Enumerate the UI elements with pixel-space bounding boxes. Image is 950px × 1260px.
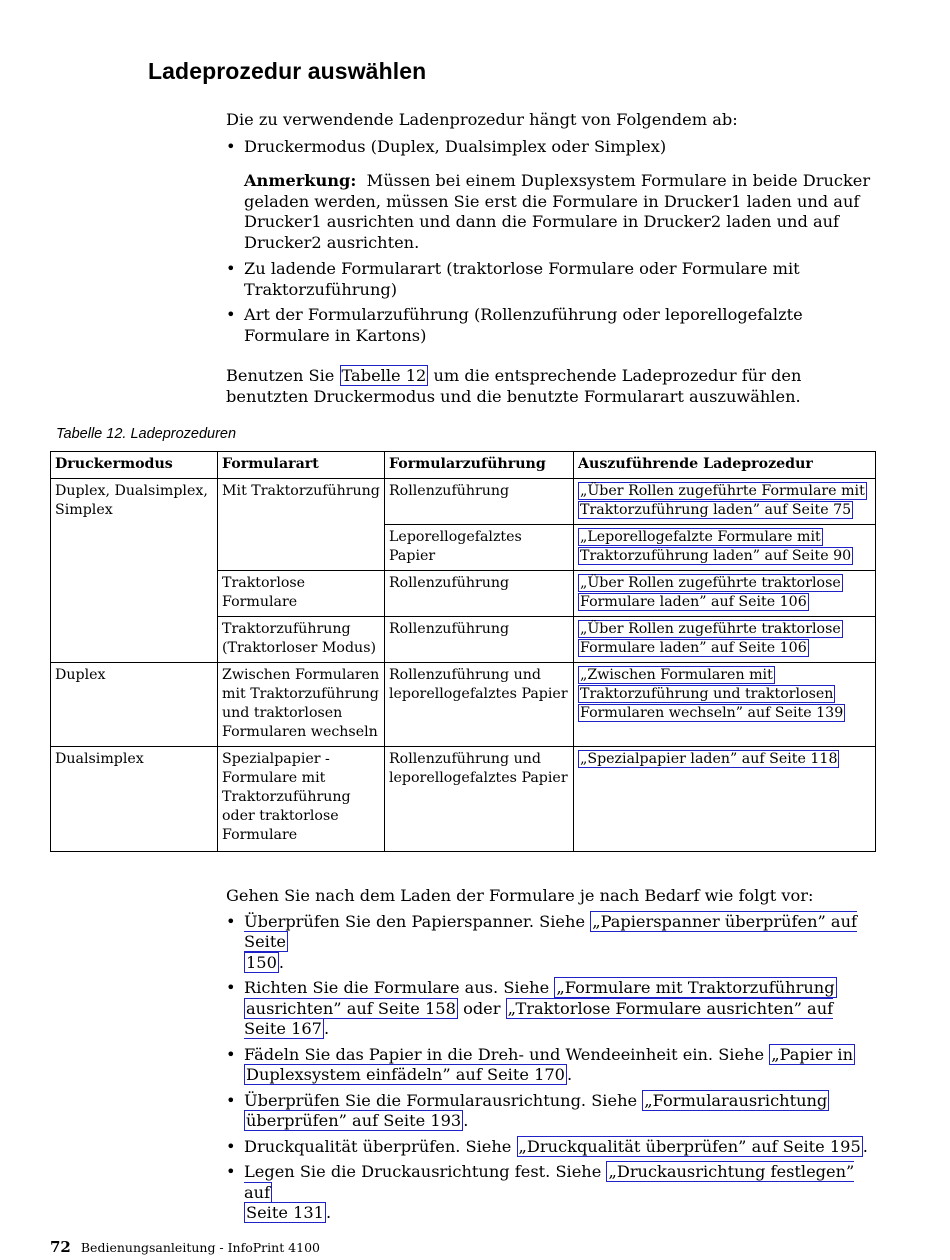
bullet-punct: . (463, 1111, 469, 1130)
cell-procedure (574, 747, 876, 852)
cell-type: Spezialpapier - Formulare mit Traktorzuführung oder traktorlose Formulare (218, 747, 385, 852)
procedure-link[interactable]: „Zwischen Formularen mit (580, 667, 773, 683)
table-header-row (51, 452, 876, 479)
usage-paragraph (226, 366, 871, 407)
list-item (226, 912, 871, 974)
bullet-text: Druckqualität überprüfen. Siehe (244, 1136, 512, 1156)
bullet-text: Überprüfen Sie die Formularausrichtung. Siehe (244, 1090, 638, 1110)
bullet-text: oder (463, 998, 501, 1018)
cell-feed: Rollenzuführung und leporellogefalztes Papier (385, 747, 574, 852)
cell-type: Traktorzuführung (Traktorloser Modus) (218, 617, 385, 663)
xref-link[interactable]: „Druckausrichtung festlegen” auf (244, 1162, 855, 1202)
cell-feed: Rollenzuführung und leporellogefalztes Papier (385, 663, 574, 747)
procedure-table (50, 451, 876, 852)
note (226, 171, 871, 253)
page-footer (50, 1238, 320, 1256)
cell-type: Mit Traktorzuführung (218, 479, 385, 571)
procedure-link[interactable]: Traktorzuführung laden” auf Seite 90 (580, 548, 852, 564)
table-caption: Tabelle 12. Ladeprozeduren (56, 426, 237, 442)
procedure-link[interactable]: „Über Rollen zugeführte traktorlose (580, 621, 841, 637)
cell-procedure (574, 663, 876, 747)
table-row (51, 747, 876, 852)
bullet-punct: . (325, 1203, 332, 1222)
column-header: Druckermodus (51, 452, 218, 479)
bullet-punct: . (862, 1136, 868, 1156)
xref-link[interactable]: 150 (246, 952, 277, 972)
list-item (226, 259, 871, 300)
xref-link[interactable]: „Druckqualität überprüfen” auf Seite 195 (518, 1136, 861, 1156)
bullet-punct: . (566, 1065, 573, 1084)
page-title: Ladeprozedur auswählen (148, 58, 427, 84)
cell-procedure (574, 525, 876, 571)
bullet-text: Druckermodus (Duplex, Dualsimplex oder Simplex) (244, 136, 667, 156)
procedure-link[interactable]: Formularen wechseln” auf Seite 139 (580, 705, 844, 721)
list-item (226, 1045, 871, 1086)
bullet-text: Fädeln Sie das Papier in die Dreh- und Wendeeinheit ein. Siehe (244, 1044, 765, 1064)
cell-type: Traktorlose Formulare (218, 571, 385, 617)
cell-mode: Dualsimplex (51, 747, 218, 852)
cell-procedure (574, 479, 876, 525)
usage-post: um die entsprechende Ladeprozedur für den benutzten Druckermodus und die benutzte Formularart auszuwählen. (226, 366, 802, 406)
xref-link[interactable]: ausrichten” auf Seite 158 (246, 998, 456, 1018)
xref-link[interactable]: „Formulare mit Traktorzuführung (556, 978, 835, 997)
table-link[interactable]: Tabelle 12 (341, 366, 427, 385)
procedure-link[interactable]: Formulare laden” auf Seite 106 (580, 640, 807, 656)
table-row (51, 479, 876, 525)
cell-feed: Rollenzuführung (385, 479, 574, 525)
cell-type: Zwischen Formularen mit Traktorzuführung und traktorlosen Formularen wechseln (218, 663, 385, 747)
intro-section (226, 110, 871, 407)
cell-procedure (574, 617, 876, 663)
xref-link[interactable]: „Papier in (771, 1044, 854, 1064)
page-number: 72 (50, 1238, 71, 1256)
list-item (226, 305, 871, 346)
procedure-link[interactable]: „Spezialpapier laden” auf Seite 118 (580, 751, 838, 767)
procedure-link[interactable]: Formulare laden” auf Seite 106 (580, 594, 807, 610)
cell-procedure (574, 571, 876, 617)
list-item (226, 1137, 871, 1158)
cell-feed: Rollenzuführung (385, 617, 574, 663)
xref-link[interactable]: „Papierspanner überprüfen” auf Seite (244, 911, 857, 951)
table-row (51, 663, 876, 747)
list-item (226, 1162, 871, 1224)
procedure-link[interactable]: Traktorzuführung und traktorlosen (580, 686, 834, 702)
xref-link[interactable]: „Formularausrichtung (644, 1090, 828, 1110)
xref-link[interactable]: Seite 131 (246, 1203, 324, 1222)
note-text: Müssen bei einem Duplexsystem Formulare in beide Drucker geladen werden, müssen Sie erst die Formulare in Drucker1 laden und auf Drucker1 ausrichten und dann die Formulare in Drucker2 laden und auf Drucker2 ausrichten. (244, 171, 871, 252)
bullet-text: Zu ladende Formularart (traktorlose Formulare oder Formulare mit Traktorzuführung) (244, 259, 800, 299)
bullet-punct: . (278, 952, 285, 972)
procedure-link[interactable]: „Leporellogefalzte Formulare mit (580, 529, 821, 545)
intro-text: Die zu verwendende Ladenprozedur hängt von Folgendem ab: (226, 110, 738, 129)
list-item (226, 1091, 871, 1132)
procedure-link[interactable]: Traktorzuführung laden” auf Seite 75 (580, 502, 852, 518)
bullet-text: Legen Sie die Druckausrichtung fest. Siehe (244, 1162, 602, 1181)
footer-text: Bedienungsanleitung - InfoPrint 4100 (80, 1240, 320, 1255)
column-header: Formularzuführung (385, 452, 574, 479)
xref-link[interactable]: überprüfen” auf Seite 193 (246, 1111, 462, 1130)
cell-mode: Duplex (51, 663, 218, 747)
list-item (226, 137, 871, 158)
xref-link[interactable]: „Traktorlose Formulare ausrichten” auf Seite 167 (244, 998, 834, 1038)
bullet-text: Überprüfen Sie den Papierspanner. Siehe (244, 911, 586, 931)
cell-feed: Leporellogefalztes Papier (385, 525, 574, 571)
cell-mode: Duplex, Dualsimplex, Simplex (51, 479, 218, 663)
column-header: Auszuführende Ladeprozedur (574, 452, 876, 479)
note-label: Anmerkung: (244, 171, 357, 190)
procedure-link[interactable]: „Über Rollen zugeführte Formulare mit (580, 483, 865, 499)
bullet-punct: . (323, 1019, 330, 1038)
usage-pre: Benutzen Sie (226, 366, 335, 385)
bullet-text: Richten Sie die Formulare aus. Siehe (244, 978, 550, 997)
cell-feed: Rollenzuführung (385, 571, 574, 617)
list-item (226, 978, 871, 1040)
bullet-text: Art der Formularzuführung (Rollenzuführung oder leporellogefalzte Formulare in Kartons) (244, 305, 803, 345)
after-section (226, 886, 871, 1229)
after-intro: Gehen Sie nach dem Laden der Formulare je nach Bedarf wie folgt vor: (226, 886, 814, 905)
procedure-link[interactable]: „Über Rollen zugeführte traktorlose (580, 575, 841, 591)
column-header: Formularart (218, 452, 385, 479)
xref-link[interactable]: Duplexsystem einfädeln” auf Seite 170 (246, 1065, 565, 1084)
